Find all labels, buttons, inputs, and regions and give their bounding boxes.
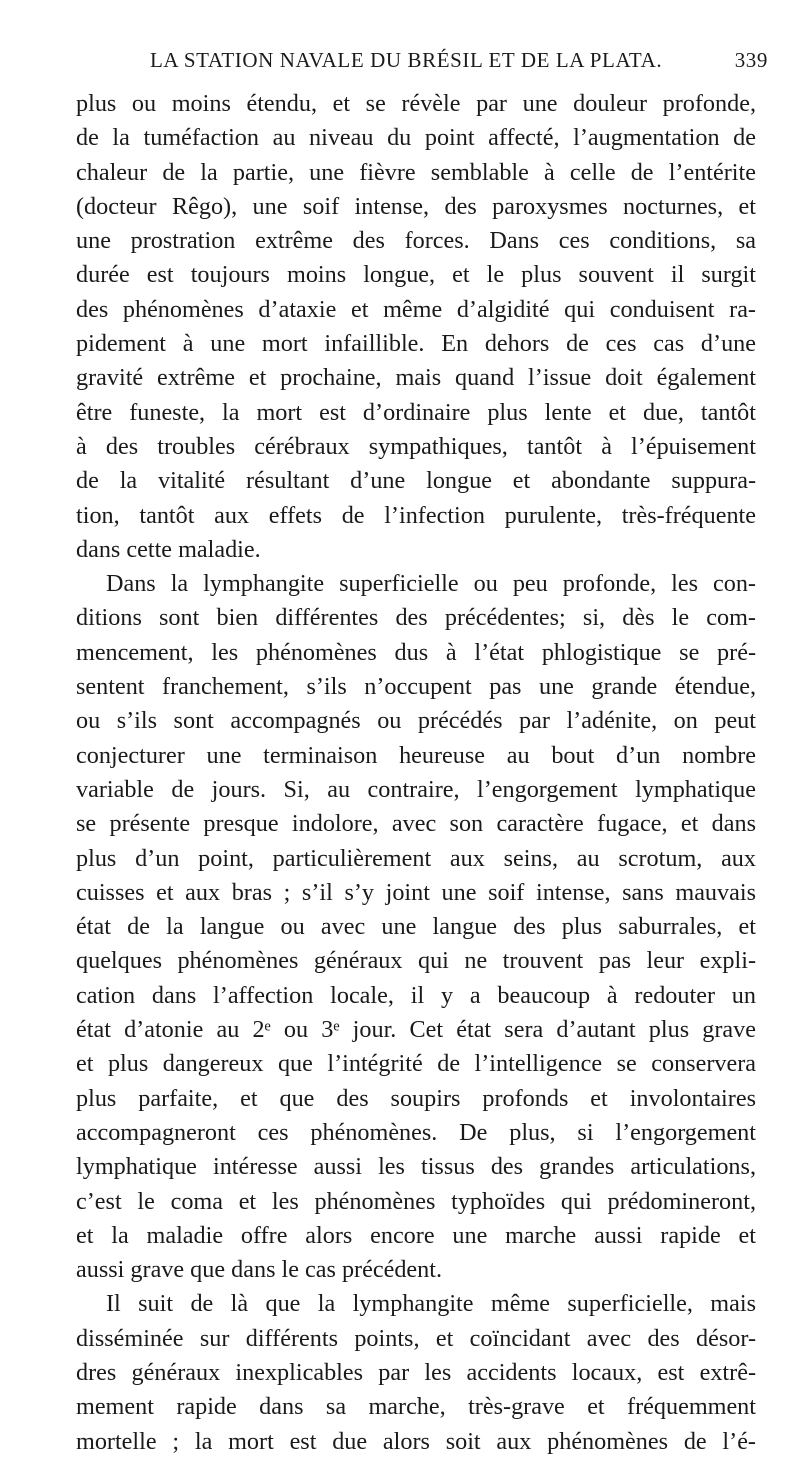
text-line: état de la langue ou avec une langue des plus saburrales, et xyxy=(76,913,756,941)
text-line: état d’atonie au 2ᵉ ou 3ᵉ jour. Cet état sera d’autant plus grave xyxy=(76,1016,756,1044)
text-line: aussi grave que dans le cas précédent. xyxy=(76,1256,443,1284)
text-line: chaleur de la partie, une fièvre semblable à celle de l’entérite xyxy=(76,158,756,186)
text-line: conjecturer une terminaison heureuse au bout d’un nombre xyxy=(76,741,756,769)
text-line: gravité extrême et prochaine, mais quand l’issue doit également xyxy=(76,364,756,392)
text-line: disséminée sur différents points, et coïncidant avec des désor- xyxy=(76,1324,756,1352)
text-line: dres généraux inexplicables par les accidents locaux, est extrê- xyxy=(76,1358,756,1386)
text-line: Dans la lymphangite superficielle ou peu profonde, les con- xyxy=(106,570,756,598)
text-line: des phénomènes d’ataxie et même d’algidité qui conduisent ra- xyxy=(76,295,756,323)
text-line: mement rapide dans sa marche, très-grave et fréquemment xyxy=(76,1393,756,1421)
text-line: cuisses et aux bras ; s’il s’y joint une soif intense, sans mauvais xyxy=(76,878,756,906)
text-line: sentent franchement, s’ils n’occupent pas une grande étendue, xyxy=(76,673,756,701)
text-line: plus ou moins étendu, et se révèle par une douleur profonde, xyxy=(76,90,756,117)
text-line: ditions sont bien différentes des précédentes; si, dès le com- xyxy=(76,604,756,632)
text-line: dans cette maladie. xyxy=(76,535,261,563)
running-head xyxy=(150,48,768,78)
text-line: de la tuméfaction au niveau du point affecté, l’augmentation de xyxy=(76,124,756,152)
text-line: à des troubles cérébraux sympathiques, tantôt à l’épuisement xyxy=(76,432,756,460)
text-line: et la maladie offre alors encore une marche aussi rapide et xyxy=(76,1221,756,1249)
text-line: variable de jours. Si, au contraire, l’engorgement lymphatique xyxy=(76,775,756,803)
page-number: 339 xyxy=(734,48,768,72)
text-line: une prostration extrême des forces. Dans ces conditions, sa xyxy=(76,227,756,255)
text-line: lymphatique intéresse aussi les tissus des grandes articulations, xyxy=(76,1153,756,1181)
text-line: ou s’ils sont accompagnés ou précédés par l’adénite, on peut xyxy=(76,707,756,735)
text-line: accompagneront ces phénomènes. De plus, si l’engorgement xyxy=(76,1118,756,1146)
text-line: plus d’un point, particulièrement aux seins, au scrotum, aux xyxy=(76,844,756,872)
text-line: durée est toujours moins longue, et le plus souvent il surgit xyxy=(76,261,756,289)
text-line: et plus dangereux que l’intégrité de l’intelligence se conservera xyxy=(76,1050,756,1078)
text-line: de la vitalité résultant d’une longue et abondante suppura- xyxy=(76,467,756,495)
text-line: se présente presque indolore, avec son caractère fugace, et dans xyxy=(76,810,756,838)
text-line: cation dans l’affection locale, il y a beaucoup à redouter un xyxy=(76,981,756,1009)
text-line: mencement, les phénomènes dus à l’état phlogistique se pré- xyxy=(76,638,756,666)
running-title: LA STATION NAVALE DU BRÉSIL ET DE LA PLATA. xyxy=(150,48,663,72)
text-line: mortelle ; la mort est due alors soit aux phénomènes de l’é- xyxy=(76,1427,756,1455)
text-line: (docteur Rêgo), une soif intense, des paroxysmes nocturnes, et xyxy=(76,192,756,220)
text-line: plus parfaite, et que des soupirs profonds et involontaires xyxy=(76,1084,756,1112)
text-line: quelques phénomènes généraux qui ne trouvent pas leur expli- xyxy=(76,947,756,975)
text-line: être funeste, la mort est d’ordinaire plus lente et due, tantôt xyxy=(76,398,756,426)
body-text xyxy=(76,87,756,1459)
text-line: tion, tantôt aux effets de l’infection purulente, très-fréquente xyxy=(76,501,756,529)
text-line: pidement à une mort infaillible. En dehors de ces cas d’une xyxy=(76,330,756,358)
text-line: Il suit de là que la lymphangite même superficielle, mais xyxy=(106,1290,756,1318)
text-line: c’est le coma et les phénomènes typhoïdes qui prédomineront, xyxy=(76,1187,756,1215)
